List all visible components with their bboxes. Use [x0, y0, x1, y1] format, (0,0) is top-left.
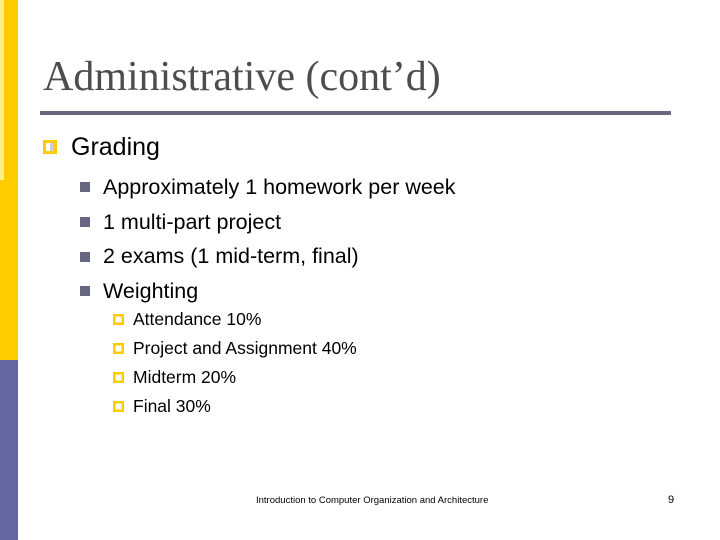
bullet-grading-label: Grading — [71, 133, 160, 161]
bullet-grading — [43, 133, 160, 161]
title-underline — [40, 111, 671, 115]
sub-list-item — [80, 239, 456, 274]
slide-footer: Introduction to Computer Organization and Architecture — [256, 495, 489, 506]
slide-title: Administrative (cont’d) — [43, 54, 441, 100]
weighting-list — [113, 305, 357, 421]
sub-list-item-label: 1 multi-part project — [103, 209, 282, 234]
hollow-square-bullet-icon — [113, 314, 124, 325]
filled-square-bullet-icon — [80, 252, 90, 262]
weighting-item — [113, 334, 357, 363]
hollow-square-bullet-icon — [43, 140, 57, 154]
sub-list-item — [80, 274, 456, 309]
hollow-square-bullet-icon — [113, 372, 124, 383]
sidebar-highlight-stripe — [0, 0, 4, 180]
sidebar-decoration — [0, 0, 18, 540]
filled-square-bullet-icon — [80, 217, 90, 227]
weighting-item-label: Attendance 10% — [133, 309, 262, 329]
filled-square-bullet-icon — [80, 286, 90, 296]
filled-square-bullet-icon — [80, 182, 90, 192]
sub-list-item — [80, 170, 456, 205]
hollow-square-bullet-icon — [113, 343, 124, 354]
sidebar-purple-band — [0, 360, 18, 540]
page-number: 9 — [668, 494, 675, 506]
weighting-item-label: Project and Assignment 40% — [133, 338, 357, 358]
sub-list-item-label: 2 exams (1 mid-term, final) — [103, 244, 359, 269]
sub-list-item-label: Weighting — [103, 278, 199, 303]
sub-list-item — [80, 205, 456, 240]
weighting-item-label: Midterm 20% — [133, 367, 237, 387]
hollow-square-bullet-icon — [113, 401, 124, 412]
grading-sub-list — [80, 170, 456, 309]
weighting-item-label: Final 30% — [133, 396, 211, 416]
weighting-item — [113, 392, 357, 421]
sub-list-item-label: Approximately 1 homework per week — [103, 174, 456, 199]
weighting-item — [113, 363, 357, 392]
weighting-item — [113, 305, 357, 334]
